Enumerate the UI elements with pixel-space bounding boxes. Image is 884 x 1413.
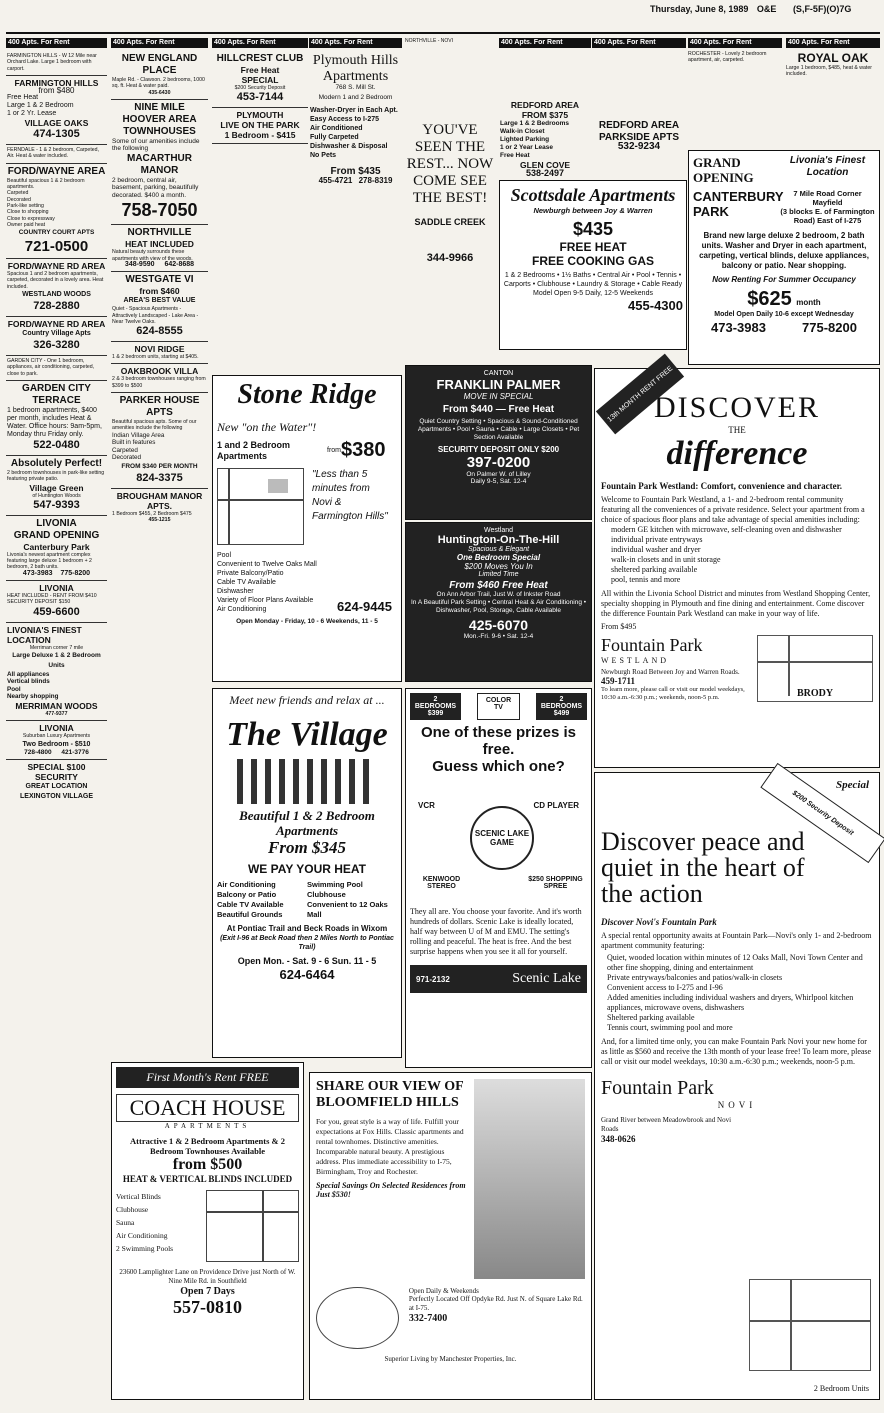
column-4 bbox=[309, 38, 402, 368]
ad-fountain-park-novi: $200 Security Deposit Special Discover peace and quiet in the heart of the action Discover Novi's Fountain Park A special rental opportunity awaits at Fountain Park—Novi's only 1- and 2-bedroom apartment community featuring: Quiet, wooded location within minutes of 12 Oaks Mall, Novi Town Center and other fine shopping, dining and entertainment Private entryways/balconies and patios/walk-in closets Convenient access to I-275 and I-96 Added amenities including individual washers and dryers, Whirlpool kitchen appliances, microwave ovens, dishwashers Sheltered parking available Tennis court, swimming pool and more And, for a limited time only, you can make Fountain Park Novi your new home for as little as $560 and receive the 13th month of your lease free! To learn more, please call or visit our model weekdays, 10:30 a.m.-6:30 p.m.; weekends, noon-5 p.m. Fountain Park NOVI Grand River between Meadowbrook and Novi Roads 348-0626 2 Bedroom Units bbox=[594, 772, 880, 1400]
ad-new-england-place: NEW ENGLAND PLACE Maple Rd. - Clawson. 2 bedrooms, 1000 sq. ft. Heat & water paid. 435-6430 bbox=[111, 51, 208, 100]
header-rule bbox=[6, 32, 880, 34]
column-6 bbox=[499, 38, 591, 183]
header-section: O&E bbox=[756, 4, 777, 14]
ad-stone-ridge: Stone Ridge New "on the Water"! 1 and 2 Bedroom Apartments from $380 "Less than 5 minutes from Novi & Farmington Hills" Pool Convenient to Twelve Oaks Mall Private Balcony/Patio Cable TV Available Dishwasher Variety of Floor Plans Available Air Conditioning 624-9445 Open Monday - Friday, 10 - 6 Weekends, 11 - 5 bbox=[212, 375, 402, 682]
ad-country-village: FORD/WAYNE RD AREA Country Village Apts 326-3280 bbox=[6, 317, 107, 356]
fox-hills-photo bbox=[474, 1079, 585, 1279]
ad-farmington-1: FARMINGTON HILLS - W 12 Mile near Orchard Lake. Large 1 bedroom with carport. bbox=[6, 51, 107, 76]
ad-westgate-vi: WESTGATE VI from $460 AREA'S BEST VALUE Quiet - Spacious Apartments - Attractively Landscaped - Lake Area - Near Twelve Oaks. 624-8555 bbox=[111, 272, 208, 342]
ad-parker-house: PARKER HOUSE APTS Beautiful spacious apts. Some of our amenities include the following Indian Village Area Built in features Carpeted Decorated FROM $340 PER MONTH 824-3375 bbox=[111, 393, 208, 489]
header-code: (S,F-5F)(O)7G bbox=[792, 4, 852, 14]
column-heading: 400 Apts. For Rent bbox=[309, 38, 402, 48]
column-5: NORTHVILLE - NOVI YOU'VE SEEN THE REST... NOW COME SEE THE BEST! SADDLE CREEK 344-9966 bbox=[405, 38, 494, 265]
ad-fox-hills: SHARE OUR VIEW OF BLOOMFIELD HILLS For you, great style is a way of life. Fulfill your expectations at Fox Hills. Classic apartments and rental townhomes. Distinctive amenities. Incomparable natural beauty. A prestigious address. Plus immediate accessibility to I-75, Birmingham, Troy and Rochester. Special Savings On Selected Residences from Just $530! Open Daily & Weekends Perfectly Located Off Opdyke Rd. Just N. of Square Lake Rd. at I-75. 332-7400 Superior Living by Manchester Properties, Inc. bbox=[309, 1072, 592, 1400]
ad-macarthur-manor: NINE MILE HOOVER AREA TOWNHOUSES Some of our amenities include the following MACARTHUR MANOR 2 bedroom, central air, basement, parking, beautifully decorated. $400 a month. 758-7050 bbox=[111, 100, 208, 226]
ad-northville: NORTHVILLE HEAT INCLUDED Natural beauty surrounds these apartments with view of the woods. 348-9590 642-8688 bbox=[111, 225, 208, 272]
ad-plymouth-hills: Plymouth Hills Apartments 768 S. Mill St. Modern 1 and 2 Bedroom Washer-Dryer in Each Apt. Easy Access to I-275 Air Conditioned Fully Carpeted Dishwasher & Disposal No Pets From $435 455-4721 278-8319 bbox=[310, 53, 399, 185]
ad-the-village: Meet new friends and relax at ... The Village Beautiful 1 & 2 Bedroom Apartments From $345 WE PAY YOUR HEAT Air Conditioning Balcony or Patio Cable TV Available Beautiful Grounds Swimming Pool Clubhouse Convenient to 12 Oaks Mall At Pontiac Trail and Beck Roads in Wixom (Exit I-96 at Beck Road then 2 Miles North to Pontiac Trail) Open Mon. - Sat. 9 - 6 Sun. 11 - 5 624-6464 bbox=[212, 688, 402, 1058]
ad-westland-woods: FORD/WAYNE RD AREA Spacious 1 and 2 bedroom apartments, carpeted, decorated in a lovely area. Heat included. WESTLAND WOODS 728-2880 bbox=[6, 259, 107, 317]
fountain-novi-map bbox=[749, 1279, 871, 1371]
ad-saddle-creek-headline: YOU'VE SEEN THE REST... NOW COME SEE THE BEST! bbox=[406, 122, 494, 206]
column-2 bbox=[111, 38, 208, 688]
column-heading: 400 Apts. For Rent bbox=[499, 38, 591, 48]
column-heading: 400 Apts. For Rent bbox=[592, 38, 686, 48]
ad-oakbrook-villa: OAKBROOK VILLA 2 & 3 bedroom townhouses ranging from $399 to $500 bbox=[111, 364, 208, 393]
ad-canterbury-small: LIVONIA GRAND OPENING Canterbury Park Livonia's newest apartment complex featuring large deluxe 1 bedroom + 2 bedroom, 2 bath units. 473-3983 775-8200 bbox=[6, 516, 107, 581]
ad-lexington-village: SPECIAL $100 SECURITY GREAT LOCATION LEXINGTON VILLAGE bbox=[20, 761, 93, 800]
column-heading: 400 Apts. For Rent bbox=[212, 38, 308, 48]
ad-novi-ridge: NOVI RIDGE 1 & 2 bedroom units, starting at $405. bbox=[111, 342, 208, 364]
saddle-creek-phone: 344-9966 bbox=[426, 252, 474, 265]
column-heading: 400 Apts. For Rent bbox=[111, 38, 208, 48]
ad-scottsdale: Scottsdale Apartments Newburgh between Joy & Warren $435 FREE HEAT FREE COOKING GAS 1 & 2 Bedrooms • 1½ Baths • Central Air • Pool • Tennis • Carports • Clubhouse • Laundry & Storage • Cable Ready Model Open 9-5 Daily, 12-5 Weekends 455-4300 bbox=[499, 180, 687, 350]
ad-village-oaks: FARMINGTON HILLS from $480 Free Heat Large 1 & 2 Bedroom 1 or 2 Yr. Lease VILLAGE OAKS 474-1305 bbox=[6, 76, 107, 145]
page-header bbox=[650, 4, 880, 14]
ad-scenic-lake: 2 BEDROOMS $399 COLOR TV 2 BEDROOMS $499 One of these prizes is free. Guess which one? SCENIC LAKE GAME VCR CD PLAYER KENWOOD STEREO $250 SHOPPING SPREE They all are. You choose your favorite. And it's worth hundreds of dollars. Scenic Lake is ideally located, half way between U of M and EMU. The setting's rolling and peaceful. The heat is free. And the best surprise happens when you see it all for yourself. 971-2132 Scenic Lake bbox=[405, 688, 592, 1068]
ad-livonia-heat: LIVONIA HEAT INCLUDED - RENT FROM $410 SECURITY DEPOSIT $150 459-6600 bbox=[6, 581, 107, 623]
ad-fountain-park-westland: 13th MONTH RENT FREE DISCOVER THE difference Fountain Park Westland: Comfort, convenience and character. Welcome to Fountain Park Westland, a 1- and 2-bedroom rental community featuring all the conveniences of a private residence. Select your apartment from a choice of spacious floor plans and take advantage of special amenities including: modern GE kitchen with microwave, self-cleaning oven and dishwasher individual private entryways individual washer and dryer walk-in closets and in unit storage sheltered parking available pool, tennis and more All within the Livonia School District and minutes from Westland Shopping Center, specialty shopping in Plymouth and fine dining and entertainment. Come discover the difference Fountain Park Westland can make in your way of life. From $495 Fountain Park WESTLAND Newburgh Road Between Joy and Warren Roads. 459-1711 To learn more, please call or visit our model weekdays, 10:30 a.m.-6:30 p.m.; weekends, noon-5 p.m. BRODY bbox=[594, 368, 880, 768]
saddle-creek-name: SADDLE CREEK bbox=[414, 217, 486, 227]
column-8: 400 Apts. For Rent ROCHESTER - Lovely 2 bedroom apartment, air, carpeted. 400 Apts. For Rent ROYAL OAK Large 1 bedroom, $485, heat & water included. bbox=[688, 38, 880, 128]
royal-oak-title: ROYAL OAK bbox=[797, 51, 869, 65]
header-date: Thursday, June 8, 1989 bbox=[650, 4, 749, 14]
ad-hillcrest-club: HILLCREST CLUB Free Heat SPECIAL $200 Security Deposit 453-7144 bbox=[212, 51, 308, 108]
coach-house-map bbox=[206, 1190, 299, 1262]
ad-livonia-suburban: LIVONIA Suburban Luxury Apartments Two Bedroom - $510 728-4800 421-3776 bbox=[6, 721, 107, 760]
column-7 bbox=[592, 38, 686, 183]
ad-ferndale: FERNDALE - 1 & 2 bedroom, Carpeted, Air. Heat & water included. bbox=[6, 145, 107, 164]
ad-garden-city-1: GARDEN CITY - One 1 bedroom, appliances, air conditioning, carpeted, close to park. bbox=[6, 356, 107, 381]
ad-live-on-the-park: PLYMOUTH LIVE ON THE PARK 1 Bedroom - $415 bbox=[212, 108, 308, 144]
ad-canterbury-park: GRAND OPENING Livonia's Finest Location CANTERBURY PARK 7 Mile Road Corner Mayfield (3 blocks E. of Farmington Road) East of I-275 Brand new large deluxe 2 bedroom, 2 bath units. Washer and Dryer in each apartment, carpeting, vertical blinds, deluxe appliances, balcony or patio. Near shopping. Now Renting For Summer Occupancy $625 month Model Open Daily 10-6 except Wednesday 473-3983 775-8200 bbox=[688, 150, 880, 365]
ad-merriman-woods: LIVONIA'S FINEST LOCATION Merriman corner 7 mile Large Deluxe 1 & 2 Bedroom Units All appliances Vertical blinds Pool Nearby shopping MERRIMAN WOODS 477-9377 bbox=[6, 623, 107, 722]
fountain-westland-map: BRODY bbox=[757, 635, 873, 702]
ad-huntington-on-the-hill: Westland Huntington-On-The-Hill Spacious & Elegant One Bedroom Special $200 Moves You In Limited Time From $460 Free Heat On Ann Arbor Trail, Just W. of Inkster Road In A Beautiful Park Setting • Central Heat & Air Conditioning • Dishwasher, Pool, Storage, Cable Available 425-6070 Mon.-Fri. 9-6 • Sat. 12-4 bbox=[405, 522, 592, 682]
ad-coach-house: First Month's Rent FREE COACH HOUSE APARTMENTS Attractive 1 & 2 Bedroom Apartments & 2 Bedroom Townhouses Available from $500 HEAT & VERTICAL BLINDS INCLUDED Vertical Blinds Clubhouse Sauna Air Conditioning 2 Swimming Pools 23600 Lamplighter Lane on Providence Drive just North of W. Nine Mile Rd. in Southfield Open 7 Days 557-0810 bbox=[111, 1062, 304, 1400]
ad-franklin-palmer: CANTON FRANKLIN PALMER MOVE IN SPECIAL From $440 — Free Heat Quiet Country Setting • Spacious & Sound-Conditioned Apartments • Pool • Sauna • Cable • Large Closets • Pet Section Available SECURITY DEPOSIT ONLY $200 397-0200 On Palmer W. of Lilley Daily 9-5, Sat. 12-4 bbox=[405, 365, 592, 520]
column-3 bbox=[212, 38, 308, 368]
stone-ridge-map bbox=[217, 468, 304, 545]
column-heading: 400 Apts. For Rent bbox=[786, 38, 880, 48]
ad-glen-cove: REDFORD AREA FROM $375 Large 1 & 2 Bedrooms Walk-in Closet Lighted Parking 1 or 2 Year Lease Free Heat GLEN COVE 538-2497 bbox=[500, 100, 580, 178]
ad-garden-city-terrace: GARDEN CITY TERRACE 1 bedroom apartments, $400 per month, includes Heat & Water. Office hours: 9am-5pm, Monday thru Friday only. 522-0480 bbox=[6, 381, 107, 456]
ad-parkside: REDFORD AREA PARKSIDE APTS 532-9234 bbox=[598, 120, 680, 152]
fox-hills-logo bbox=[316, 1287, 399, 1349]
scenic-game-board: SCENIC LAKE GAME VCR CD PLAYER KENWOOD STEREO $250 SHOPPING SPREE bbox=[418, 801, 583, 890]
column-heading: 400 Apts. For Rent bbox=[6, 38, 107, 48]
ad-absolutely-perfect: Absolutely Perfect! 2 bedroom townhouses in park-like setting featuring private patio. Village Green of Huntington Woods 547-9393 bbox=[6, 456, 107, 516]
village-illustration bbox=[237, 759, 377, 804]
ad-brougham-manor: BROUGHAM MANOR APTS. 1 Bedroom $455, 2 Bedroom $475 455-1215 bbox=[112, 490, 203, 523]
column-heading: 400 Apts. For Rent bbox=[688, 38, 782, 48]
column-1 bbox=[6, 38, 107, 1410]
ad-ford-wayne: FORD/WAYNE AREA Beautiful spacious 1 & 2 bedroom apartments. Carpeted Decorated Park-like setting Close to shopping Close to expressway Owner paid heat COUNTRY COURT APTS 721-0500 bbox=[6, 164, 107, 259]
